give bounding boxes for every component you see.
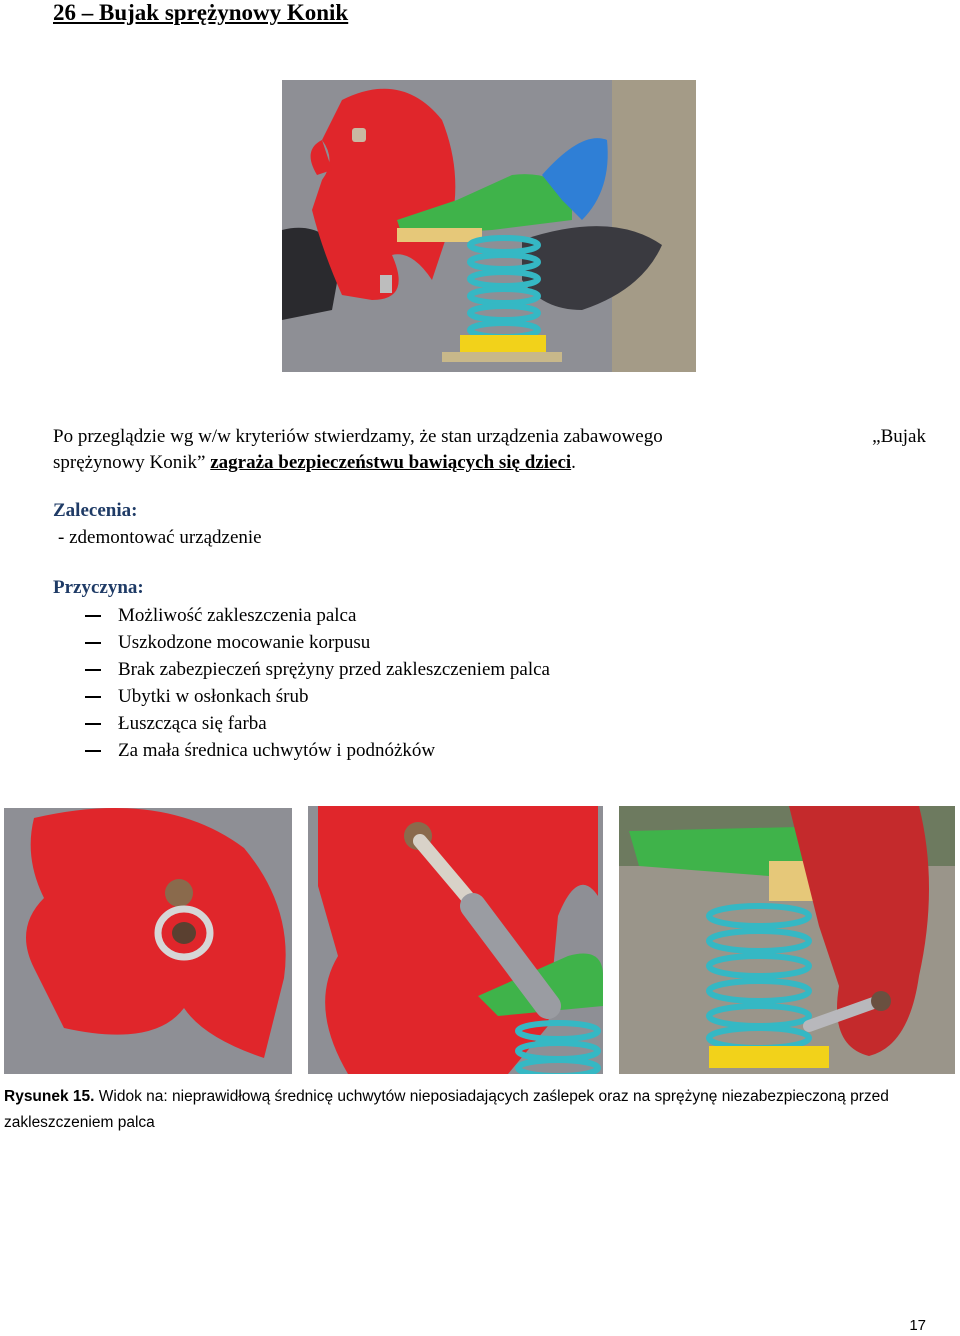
list-item — [85, 629, 550, 656]
assessment-line2: sprężynowy Konik” — [53, 452, 206, 473]
causes-list — [85, 602, 550, 764]
list-item-text: Łuszcząca się farba — [118, 713, 267, 734]
list-item — [85, 683, 550, 710]
figure-description: Widok na: nieprawidłową średnicę uchwytów nieposiadających zaślepek oraz na sprężynę niezabezpieczoną przed zakleszczeniem palca — [4, 1088, 889, 1131]
page-heading: 26 – Bujak sprężynowy Konik — [53, 0, 349, 25]
dash-bullet — [85, 669, 101, 671]
main-photo-spring-rider — [282, 80, 696, 372]
list-item-text: Za mała średnica uchwytów i podnóżków — [118, 740, 436, 761]
figure-caption — [4, 1084, 956, 1136]
list-item-text: Uszkodzone mocowanie korpusu — [118, 632, 371, 653]
assessment-line1: Po przeglądzie wg w/w kryteriów stwierdzamy, że stan urządzenia zabawowego — [53, 426, 663, 447]
dash-bullet — [85, 723, 101, 725]
recommendations-title: Zalecenia: — [53, 500, 138, 521]
dash-bullet — [85, 750, 101, 752]
list-item-text: Ubytki w osłonkach śrub — [118, 686, 309, 707]
assessment-period: . — [571, 452, 576, 473]
list-item — [85, 602, 550, 629]
list-item — [85, 710, 550, 737]
list-item — [85, 656, 550, 683]
figure-label: Rysunek 15. — [4, 1088, 95, 1105]
assessment-paragraph — [53, 424, 926, 476]
list-item-text: Brak zabezpieczeń sprężyny przed zakleszczeniem palca — [118, 659, 550, 680]
list-item-text: Możliwość zakleszczenia palca — [118, 605, 357, 626]
detail-photo-handle-ring — [4, 808, 292, 1074]
assessment-line1-end: „Bujak — [872, 426, 926, 447]
recommendation-item: - zdemontować urządzenie — [58, 527, 262, 548]
detail-photo-spring — [619, 806, 955, 1074]
dash-bullet — [85, 642, 101, 644]
detail-photo-handle-bar — [308, 806, 603, 1074]
danger-verdict: zagraża bezpieczeństwu bawiących się dzieci — [210, 452, 572, 473]
dash-bullet — [85, 696, 101, 698]
list-item — [85, 737, 550, 764]
page-number: 17 — [909, 1317, 926, 1334]
causes-title: Przyczyna: — [53, 577, 144, 598]
dash-bullet — [85, 615, 101, 617]
